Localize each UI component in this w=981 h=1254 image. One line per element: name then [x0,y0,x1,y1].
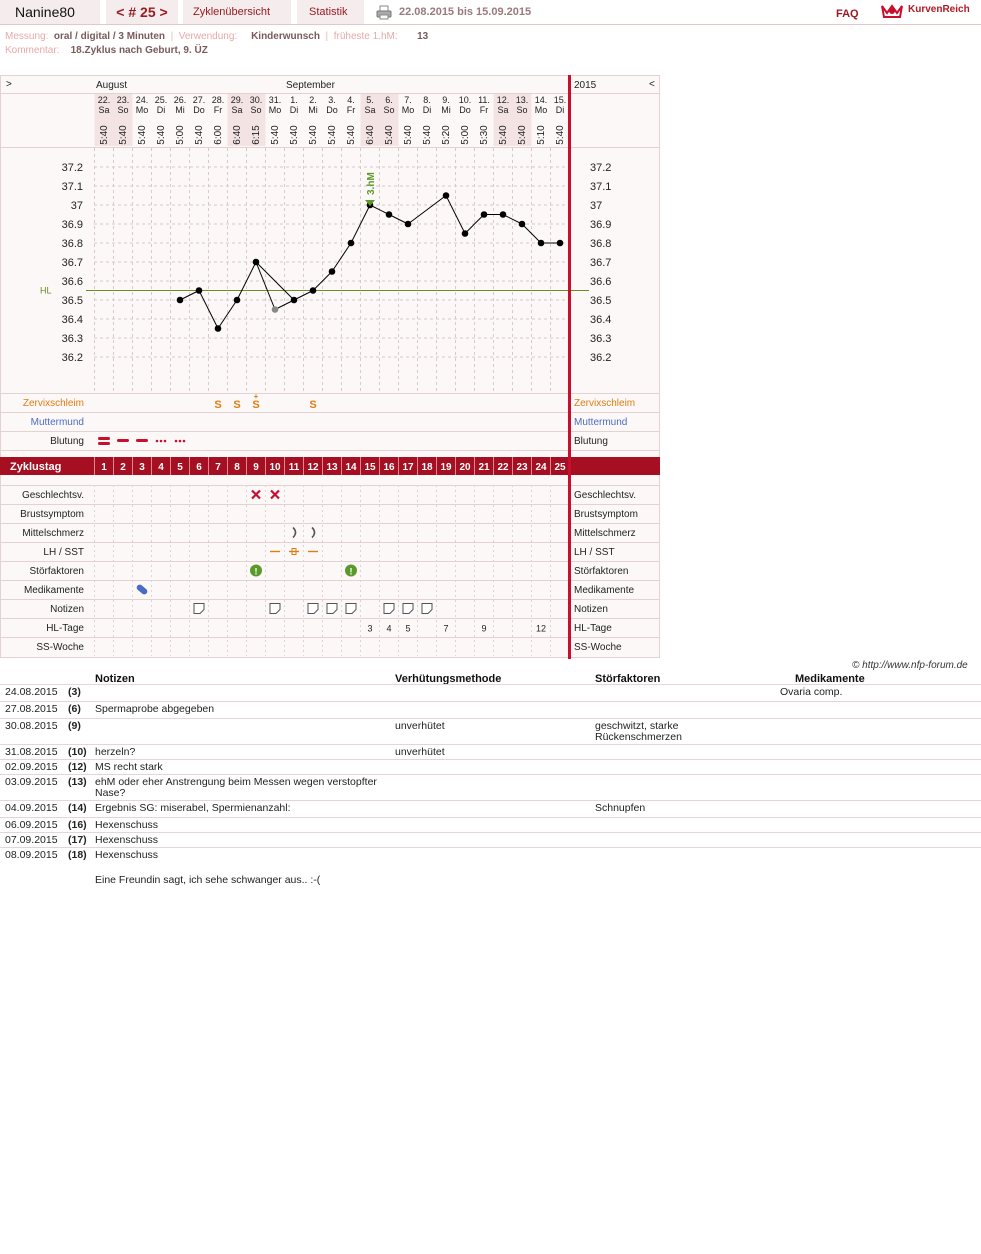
weekday-label: So [516,105,528,115]
temperature-point [196,287,203,294]
weekday-label: Di [156,105,166,115]
cycle-date-range: 22.08.2015 bis 15.09.2015 [399,6,532,18]
y-tick-label: 36.4 [61,314,83,326]
cycle-day-number: 25 [554,462,566,473]
note-text: Hexenschuss [95,849,159,861]
bleeding-mark [98,437,110,440]
comment-info [5,45,208,56]
note-row [0,817,981,833]
y-tick-label-right: 37.2 [590,162,612,174]
note-date: 04.09.2015 [5,802,58,814]
usage-value: Kinderwunsch [251,31,320,42]
date-label: 25. [154,95,168,105]
time-label: 5:40 [403,125,414,145]
cycle-day-number: 23 [516,462,528,473]
row-label-right: Muttermund [574,417,628,428]
y-tick-label: 36.5 [61,295,83,307]
weekday-label: Mi [308,105,318,115]
hl-day-number: 9 [481,623,487,634]
y-tick-label-right: 37 [590,200,603,212]
date-label: 9. [442,95,450,105]
date-label: 7. [404,95,412,105]
weekday-label: Mi [441,105,451,115]
faq-link[interactable]: FAQ [836,8,859,20]
cycle-day-number: 13 [326,462,338,473]
y-tick-label-right: 36.6 [590,276,612,288]
time-label: 5:30 [479,125,490,145]
temperature-point [177,297,184,304]
cycle-day-number: 2 [120,462,126,473]
note-cycle-day: (18) [68,849,87,861]
y-tick-label: 36.6 [61,276,83,288]
y-tick-label: 36.3 [61,333,83,345]
temperature-point [481,211,488,218]
row-label-right: HL-Tage [574,623,612,634]
cycle-day-number: 21 [478,462,490,473]
temperature-point [557,240,564,247]
temperature-point [291,297,298,304]
y-tick-label: 37 [70,200,83,212]
header-notes: Notizen [95,673,135,685]
time-label: 5:00 [460,125,471,145]
header-medication: Medikamente [795,673,865,685]
note-date: 03.09.2015 [5,776,58,788]
time-label: 5:40 [270,125,281,145]
weekday-label: So [117,105,129,115]
note-date: 07.09.2015 [5,834,58,846]
time-label: 5:40 [384,125,395,145]
date-label: 24. [135,95,149,105]
note-text: ehM oder eher Anstrengung beim Messen wegen verstopfter Nase? [95,776,377,799]
date-label: 23. [116,95,130,105]
cycle-navigator[interactable]: < # 25 > [106,0,178,24]
time-label: 5:40 [194,125,205,145]
date-label: 11. [478,95,490,105]
note-row [0,684,981,702]
temperature-point [348,240,355,247]
cycle-day-number: 1 [101,462,107,473]
weekday-label: Di [422,105,432,115]
note-cycle-day: (3) [68,686,81,698]
cycle-day-number: 14 [345,462,357,473]
closing-note: Eine Freundin sagt, ich sehe schwanger aus.. :-( [95,874,321,886]
date-label: 5. [366,95,374,105]
separator: | [325,31,329,42]
cycle-day-number: 5 [177,462,183,473]
cycle-day-number: 9 [253,462,259,473]
row-label: Störfaktoren [29,566,84,577]
y-tick-label: 36.7 [61,257,83,269]
temperature-point [500,211,507,218]
cycle-day-label: Zyklustag [10,461,62,473]
note-cycle-day: (13) [68,776,87,788]
time-label: 6:40 [365,125,376,145]
year-label: 2015 [574,80,597,91]
user-name-tab[interactable]: Nanine80 [0,0,100,24]
time-label: 6:15 [251,125,262,145]
note-date: 06.09.2015 [5,819,58,831]
time-label: 5:40 [99,125,110,145]
cycle-day-number: 19 [440,462,452,473]
y-tick-label: 37.2 [61,162,83,174]
row-label-right: Mittelschmerz [574,528,636,539]
cycle-day-number: 12 [307,462,319,473]
date-label: 6. [385,95,393,105]
weekday-label: Mo [401,105,415,115]
printer-icon[interactable] [376,5,392,20]
temperature-point [253,259,260,266]
nav-prev-button[interactable]: > [6,79,12,90]
measurement-info [5,31,428,42]
row-label-right: Blutung [574,436,608,447]
weekday-label: Fr [479,105,489,115]
row-label: Notizen [50,604,84,615]
row-label-right: Störfaktoren [574,566,629,577]
row-label-right: Notizen [574,604,608,615]
tab-statistics[interactable]: Statistik [297,0,364,24]
date-label: 1. [290,95,298,105]
note-row [0,744,981,760]
header-method: Verhütungsmethode [395,673,502,685]
temperature-point [462,230,469,237]
weekday-label: Mi [175,105,185,115]
note-row [0,800,981,818]
note-text: Hexenschuss [95,819,159,831]
date-label: 14. [534,95,548,105]
weekday-label: Mo [534,105,548,115]
top-divider [0,24,981,25]
temperature-point [538,240,545,247]
note-cycle-day: (12) [68,761,87,773]
note-date: 24.08.2015 [5,686,58,698]
y-tick-label-right: 36.5 [590,295,612,307]
time-label: 5:40 [498,125,509,145]
date-label: 2. [309,95,317,105]
time-label: 5:40 [137,125,148,145]
row-label: Muttermund [30,417,84,428]
date-label: 10. [458,95,472,105]
measurement-value: oral / digital / 3 Minuten [53,31,166,42]
note-cycle-day: (9) [68,720,81,732]
cervical-mucus-mark: S [214,399,222,411]
row-label: LH / SST [43,547,84,558]
cycle-day-number: 10 [269,462,281,473]
temperature-point-excluded [272,306,279,313]
note-text: Hexenschuss [95,834,159,846]
brand-name[interactable]: KurvenReich [908,4,970,15]
temperature-point [405,221,412,228]
y-tick-label-right: 37.1 [590,181,612,193]
cycle-day-number: 18 [421,462,433,473]
cervical-mucus-plus: + [253,392,259,401]
y-tick-label-right: 36.3 [590,333,612,345]
spotting-dot [179,440,182,443]
note-date: 02.09.2015 [5,761,58,773]
row-label: Blutung [50,436,84,447]
weekday-label: Di [289,105,299,115]
nav-next-button[interactable]: < [649,79,655,90]
note-method: unverhütet [395,720,445,732]
date-label: 29. [230,95,244,105]
weekday-label: Sa [364,105,376,115]
chart-frame [1,76,660,658]
date-label: 31. [268,95,282,105]
temperature-point [443,192,450,199]
y-tick-label: 37.1 [61,181,83,193]
row-label-right: Geschlechtsv. [574,490,637,501]
hl-day-number: 4 [386,623,392,634]
copyright-notice: © http://www.nfp-forum.de [852,660,968,671]
row-label-right: Brustsymptom [574,509,638,520]
temperature-point [519,221,526,228]
note-method: unverhütet [395,746,445,758]
weekday-label: Do [459,105,471,115]
weekday-label: Fr [213,105,223,115]
header-factors: Störfaktoren [595,673,661,685]
row-label-right: Zervixschleim [574,398,636,409]
row-label-right: LH / SST [574,547,615,558]
time-label: 5:40 [517,125,528,145]
date-label: 15. [553,95,567,105]
disturbance-icon-glyph: ! [349,566,353,577]
usage-label: Verwendung: [178,31,238,42]
row-label: SS-Woche [36,642,84,653]
bleeding-mark [117,439,129,442]
cycle-day-number: 4 [158,462,164,473]
time-label: 6:00 [213,125,224,145]
first-hm-label: früheste 1.hM: [333,31,398,42]
hl-day-number: 12 [535,623,547,634]
temperature-point [215,325,222,332]
note-row [0,847,981,863]
spotting-dot [164,440,167,443]
row-label-right: SS-Woche [574,642,622,653]
cervical-mucus-mark: S [233,399,241,411]
month-label: September [286,80,335,91]
cycle-day-number: 8 [234,462,240,473]
hl-day-number: 3 [367,623,373,634]
date-label: 13. [515,95,529,105]
weekday-label: So [383,105,395,115]
time-label: 5:00 [175,125,186,145]
temperature-point [329,268,336,275]
date-label: 30. [249,95,263,105]
cycle-day-number: 20 [459,462,471,473]
date-label: 27. [192,95,206,105]
cervical-mucus-mark: S [252,399,260,411]
y-tick-label-right: 36.8 [590,238,612,250]
temperature-point [310,287,317,294]
bleeding-mark [136,439,148,442]
y-tick-label: 36.9 [61,219,83,231]
chart-end-line [568,75,571,659]
weekday-label: Sa [98,105,110,115]
month-label: August [96,80,128,91]
note-medication: Ovaria comp. [780,686,843,698]
cycle-day-number: 11 [288,462,300,473]
disturbance-icon-glyph: ! [254,566,258,577]
time-label: 5:40 [118,125,129,145]
note-text: Spermaprobe abgegeben [95,703,215,715]
row-label: Mittelschmerz [22,528,84,539]
separator: | [170,31,174,42]
row-label: Medikamente [23,585,84,596]
time-label: 5:40 [555,125,566,145]
crown-logo-icon[interactable] [880,2,904,18]
time-label: 5:40 [346,125,357,145]
comment-value: 18.Zyklus nach Geburt, 9. ÜZ [70,45,208,56]
note-cycle-day: (6) [68,703,81,715]
row-label-right: Medikamente [574,585,635,596]
note-row [0,701,981,719]
tab-cycle-overview[interactable]: Zyklenübersicht [183,0,291,24]
cycle-day-number: 15 [364,462,376,473]
y-tick-label-right: 36.9 [590,219,612,231]
note-text: Ergebnis SG: miserabel, Spermienanzahl: [95,802,291,814]
hl-day-number: 7 [443,623,449,634]
note-cycle-day: (17) [68,834,87,846]
note-factor: Schnupfen [595,802,646,814]
cycle-day-number: 16 [383,462,395,473]
row-label: HL-Tage [46,623,84,634]
cycle-chart [0,75,981,665]
weekday-label: Fr [346,105,356,115]
weekday-label: Di [555,105,565,115]
temperature-point [386,211,393,218]
cycle-day-number: 24 [535,462,547,473]
note-cycle-day: (14) [68,802,87,814]
temperature-point [234,297,241,304]
note-row [0,718,981,745]
note-row [0,774,981,801]
time-label: 5:40 [327,125,338,145]
cervical-mucus-mark: S [309,399,317,411]
spotting-dot [183,440,186,443]
note-date: 08.09.2015 [5,849,58,861]
y-tick-label-right: 36.2 [590,352,612,364]
bleeding-mark [98,442,110,445]
weekday-label: Do [193,105,205,115]
time-label: 5:10 [536,125,547,145]
date-label: 3. [328,95,336,105]
time-label: 6:40 [232,125,243,145]
top-bar [0,0,981,25]
weekday-label: Mo [135,105,149,115]
date-label: 28. [211,95,225,105]
note-text: MS recht stark [95,761,163,773]
weekday-label: Mo [268,105,282,115]
row-label: Brustsymptom [20,509,84,520]
measurement-label: Messung: [5,31,49,42]
time-label: 5:20 [441,125,452,145]
hl-day-number: 5 [405,623,411,634]
weekday-label: Do [326,105,338,115]
spotting-dot [160,440,163,443]
higher-measurement-label: 3.hM [366,172,377,195]
time-label: 5:40 [308,125,319,145]
note-factor: geschwitzt, starke Rückenschmerzen [595,720,682,743]
note-row [0,759,981,775]
y-tick-label-right: 36.7 [590,257,612,269]
time-label: 5:40 [289,125,300,145]
weekday-label: Sa [497,105,509,115]
row-label: Geschlechtsv. [21,490,84,501]
note-text: herzeln? [95,746,136,758]
note-cycle-day: (10) [68,746,87,758]
note-date: 30.08.2015 [5,720,58,732]
comment-label: Kommentar: [5,45,60,56]
note-row [0,832,981,848]
y-tick-label: 36.8 [61,238,83,250]
cycle-day-number: 22 [497,462,509,473]
date-label: 22. [97,95,111,105]
y-tick-label-right: 36.4 [590,314,612,326]
date-label: 26. [173,95,187,105]
row-label: Zervixschleim [22,398,84,409]
time-label: 5:40 [422,125,433,145]
y-tick-label: 36.2 [61,352,83,364]
note-cycle-day: (16) [68,819,87,831]
time-label: 5:40 [156,125,167,145]
spotting-dot [175,440,178,443]
coverline-label: HL [40,285,52,296]
weekday-label: Sa [231,105,243,115]
first-hm-value: 13 [417,31,429,42]
date-label: 4. [347,95,355,105]
weekday-label: So [250,105,262,115]
spotting-dot [156,440,159,443]
cycle-day-number: 17 [402,462,414,473]
cycle-day-number: 3 [139,462,145,473]
date-label: 12. [496,95,510,105]
note-date: 27.08.2015 [5,703,58,715]
date-label: 8. [423,95,431,105]
note-date: 31.08.2015 [5,746,58,758]
cycle-day-number: 7 [215,462,221,473]
cycle-day-number: 6 [196,462,202,473]
